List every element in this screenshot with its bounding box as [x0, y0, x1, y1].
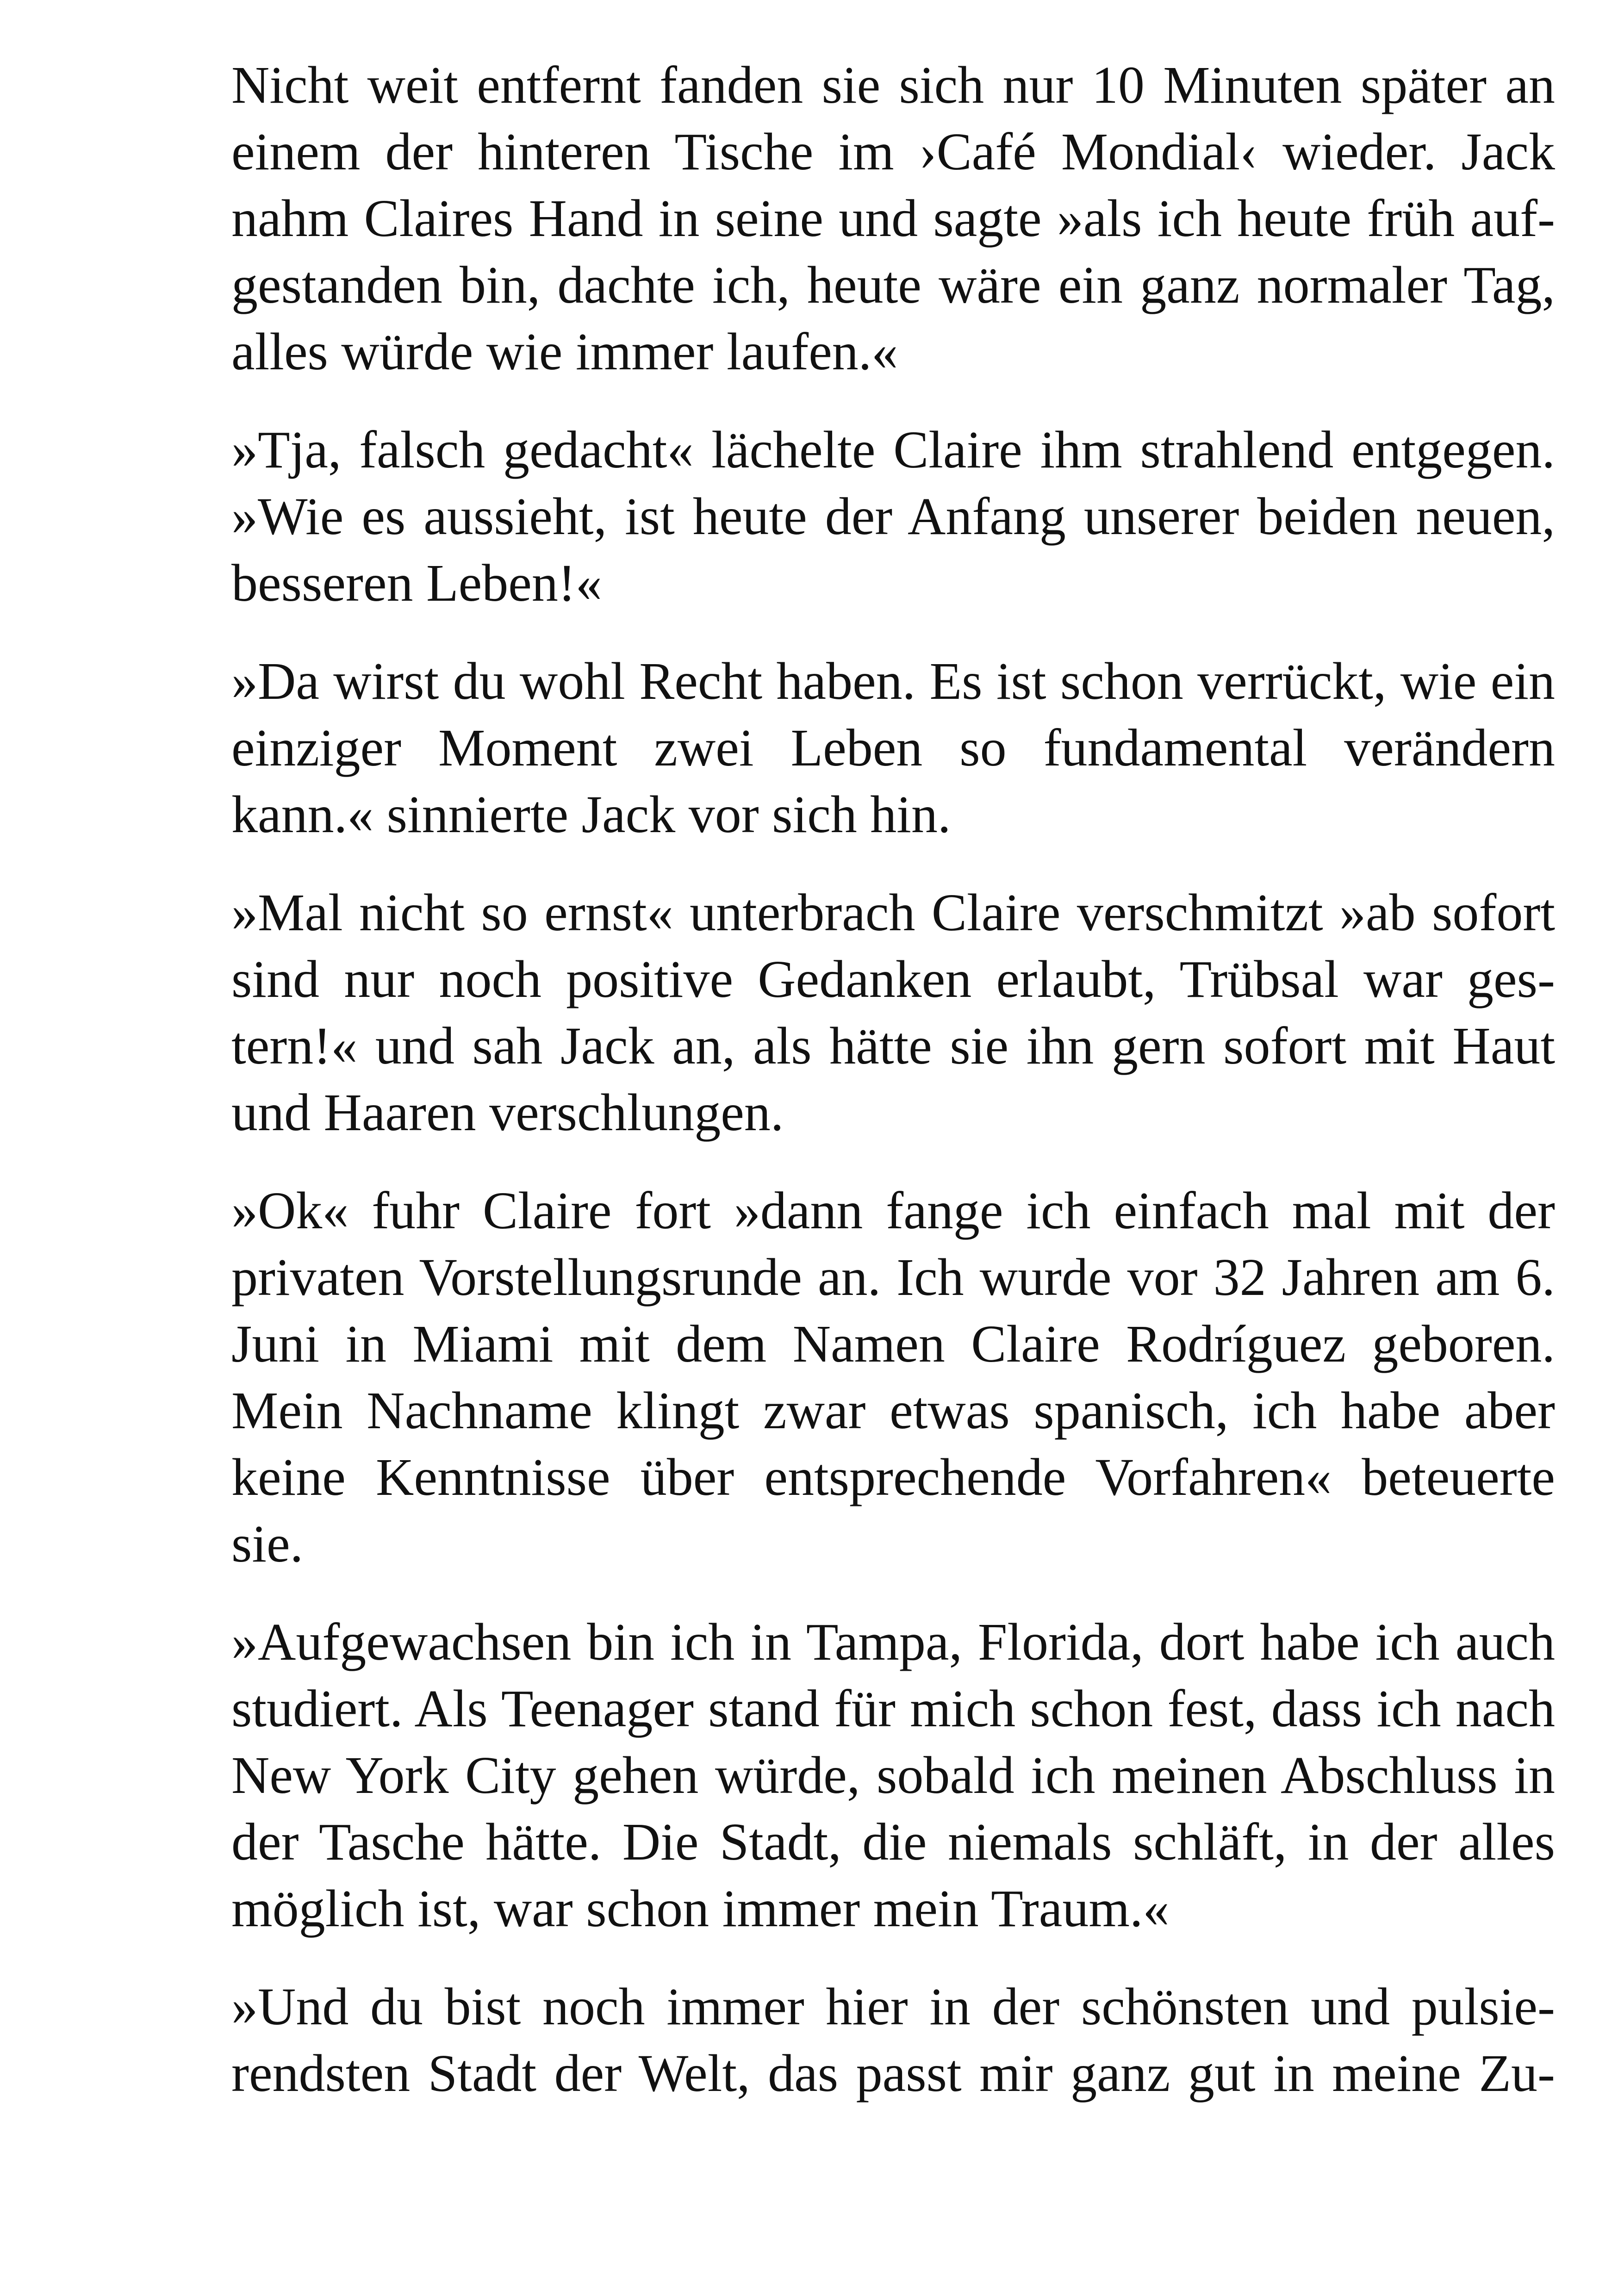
paragraph-7: »Und du bist noch immer hier in der schönsten und pulsierendsten Stadt der Welt, das passt mir ganz gut in meine Zu-	[231, 1977, 1555, 2103]
paragraph-1: Nicht weit entfernt fanden sie sich nur 10 Minuten später an einem der hinteren Tische im ›Café Mondial‹ wieder. Jack nahm Claires Hand in seine und sagte »als ich heute früh aufgestanden bin, dachte ich, heute wäre ein ganz normaler Tag, alles würde wie immer laufen.«	[231, 56, 1555, 381]
paragraph-6: »Aufgewachsen bin ich in Tampa, Florida, dort habe ich auch studiert. Als Teenager stand für mich schon fest, dass ich nach New York City gehen würde, sobald ich meinen Abschluss in der Tasche hätte. Die Stadt, die niemals schläft, in der alles möglich ist, war schon immer mein Traum.«	[231, 1612, 1555, 1938]
paragraph-2: »Tja, falsch gedacht« lächelte Claire ihm strahlend entgegen. »Wie es aussieht, ist heute der Anfang unserer beiden neuen, besseren Leben!«	[231, 420, 1555, 612]
paragraph-4: »Mal nicht so ernst« unterbrach Claire verschmitzt »ab sofort sind nur noch positive Gedanken erlaubt, Trübsal war gestern!« und sah Jack an, als hätte sie ihn gern sofort mit Haut und Haaren verschlungen.	[231, 883, 1555, 1142]
paragraph-3: »Da wirst du wohl Recht haben. Es ist schon verrückt, wie ein einziger Moment zwei Leben so fundamental verändern kann.« sinnierte Jack vor sich hin.	[231, 652, 1555, 844]
body-text	[231, 52, 1555, 2138]
paragraph-5: »Ok« fuhr Claire fort »dann fange ich einfach mal mit der privaten Vorstellungsrunde an. Ich wurde vor 32 Jahren am 6. Juni in Miami mit dem Namen Claire Rodríguez geboren. Mein Nachname klingt zwar etwas spanisch, ich habe aber keine Kenntnisse über entsprechende Vorfahren« beteuerte sie.	[231, 1181, 1555, 1573]
